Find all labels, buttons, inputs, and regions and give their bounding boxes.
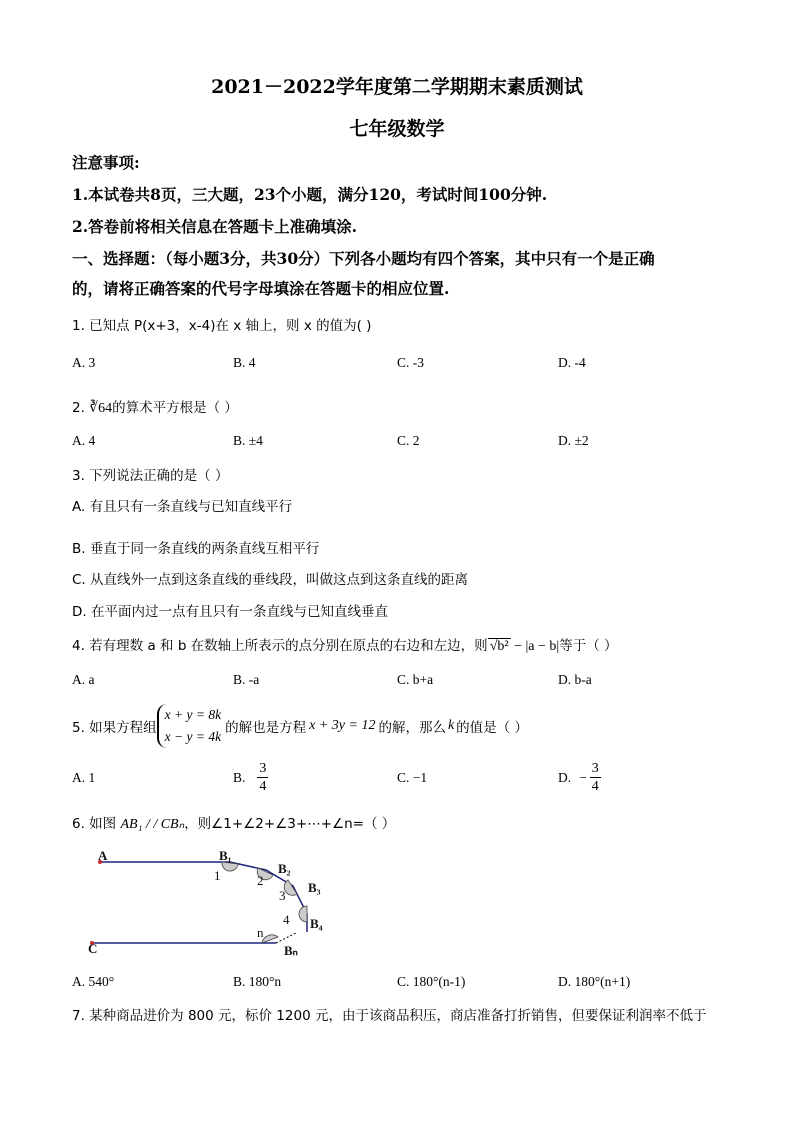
q5-option-d-sign: − [579, 769, 587, 785]
q3-option-b: B. 垂直于同一条直线的两条直线互相平行 [72, 541, 320, 557]
q6-option-c: C. 180°(n-1) [397, 974, 466, 989]
question-6 [72, 812, 395, 833]
exam-title: 2021－2022学年度第二学期期末素质测试 [211, 76, 583, 98]
q5-option-b-label: B. [233, 769, 246, 785]
section-heading-line-1: 一、选择题：（每小题3分，共30分）下列各小题均有四个答案，其中只有一个是正确 [72, 249, 655, 268]
figure-path-upper [100, 862, 307, 932]
q6-option-b: B. 180°n [233, 974, 282, 989]
label-angle-4: 4 [283, 912, 290, 927]
q6-option-d: D. 180°(n+1) [558, 974, 631, 989]
question-3: 3. 下列说法正确的是（ ） [72, 468, 229, 484]
q5-option-d-numerator: 3 [591, 761, 599, 776]
question-2 [72, 396, 238, 417]
label-angle-3: 3 [279, 888, 286, 903]
question-1: 1. 已知点 P(x+3，x-4)在 x 轴上，则 x 的值为( ) [72, 318, 372, 334]
notes-item-1: 1.本试卷共8页，三大题，23个小题，满分120，考试时间100分钟. [72, 185, 548, 204]
q2-option-a: A. 4 [72, 433, 96, 448]
q5-text-before: 5. 如果方程组 [72, 720, 157, 736]
q6-parallel-expression: AB₁ / / CBₙ [120, 817, 185, 832]
q5-option-d-fraction [590, 760, 601, 795]
q2-option-c: C. 2 [397, 433, 420, 448]
q4-text-after: 等于（ ） [559, 638, 618, 654]
q5-option-b-numerator: 3 [259, 761, 267, 776]
exam-subtitle: 七年级数学 [349, 118, 445, 140]
q5-option-b-denominator: 4 [259, 779, 267, 794]
label-b4: B₄ [310, 916, 323, 931]
angle-mark-3 [284, 880, 297, 895]
q5-option-c: C. −1 [397, 770, 428, 785]
label-angle-1: 1 [214, 868, 221, 883]
q5-text-mid-2: 的解，那么 [378, 720, 446, 736]
q4-option-b: B. -a [233, 672, 260, 687]
q1-option-a: A. 3 [72, 355, 96, 370]
question-7: 7. 某种商品进价为 800 元，标价 1200 元，由于该商品积压，商店准备打折销售，但要保证利润率不低于 [72, 1008, 707, 1024]
label-b2: B₂ [278, 861, 291, 876]
q4-option-a: A. a [72, 672, 95, 687]
section-heading-line-2: 的，请将正确答案的代号字母填涂在答题卡的相应位置. [72, 279, 450, 298]
label-b3: B₃ [308, 880, 321, 895]
q5-option-b [233, 760, 268, 795]
q5-option-d-label: D. [558, 769, 572, 785]
question-4 [72, 634, 618, 655]
q5-text-mid: 的解也是方程 [225, 720, 307, 736]
q2-number: 2. [72, 400, 85, 416]
q5-variable: k [447, 718, 455, 733]
label-c: C [88, 941, 98, 956]
q6-figure [80, 840, 350, 970]
q1-option-b: B. 4 [233, 355, 256, 370]
q3-option-a: A. 有且只有一条直线与已知直线平行 [72, 499, 293, 515]
q1-option-d: D. -4 [558, 355, 586, 370]
q2-option-d: D. ±2 [558, 433, 589, 448]
q5-equation-system [157, 704, 225, 748]
q2-radical: ∛64 [89, 401, 113, 416]
q5-equation-3: x + 3y = 12 [309, 718, 376, 733]
q5-option-d [558, 760, 601, 795]
label-bn: Bₙ [284, 943, 298, 958]
q5-option-b-fraction [257, 760, 268, 795]
label-a: A [98, 848, 108, 863]
q5-equation-2: x − y = 4k [164, 729, 222, 744]
figure-dashed-link [276, 933, 296, 943]
q6-text-after: ，则∠1+∠2+∠3+⋯+∠n=（ ） [184, 816, 396, 832]
label-angle-2: 2 [257, 873, 264, 888]
label-b1: B₁ [219, 848, 232, 863]
question-5 [72, 702, 528, 750]
q1-option-c: C. -3 [397, 355, 424, 370]
q3-option-d: D. 在平面内过一点有且只有一条直线与已知直线垂直 [72, 604, 388, 620]
q6-text-before: 6. 如图 [72, 816, 117, 832]
q5-equation-1: x + y = 8k [164, 707, 222, 722]
angle-mark-n [262, 935, 278, 943]
q4-abs-expression: − |a − b| [510, 639, 560, 654]
q3-option-c: C. 从直线外一点到这条直线的垂线段，叫做这点到这条直线的距离 [72, 572, 469, 588]
notes-item-2: 2.答卷前将相关信息在答题卡上准确填涂. [72, 217, 358, 236]
q4-text-before: 4. 若有理数 a 和 b 在数轴上所表示的点分别在原点的右边和左边，则 [72, 638, 488, 654]
q2-option-b: B. ±4 [233, 433, 263, 448]
q5-text-after: 的值是（ ） [456, 720, 528, 736]
q6-option-a: A. 540° [72, 974, 115, 989]
q2-text: 的算术平方根是（ ） [112, 400, 238, 416]
angle-mark-4 [299, 906, 307, 922]
q4-option-d: D. b-a [558, 672, 592, 687]
angle-mark-1 [222, 862, 238, 871]
q4-option-c: C. b+a [397, 672, 434, 687]
label-angle-n: n [257, 925, 264, 940]
notes-heading: 注意事项: [72, 153, 140, 172]
q5-option-a: A. 1 [72, 770, 96, 785]
q5-option-d-denominator: 4 [591, 779, 599, 794]
q4-sqrt-expression: √b² [489, 639, 509, 654]
